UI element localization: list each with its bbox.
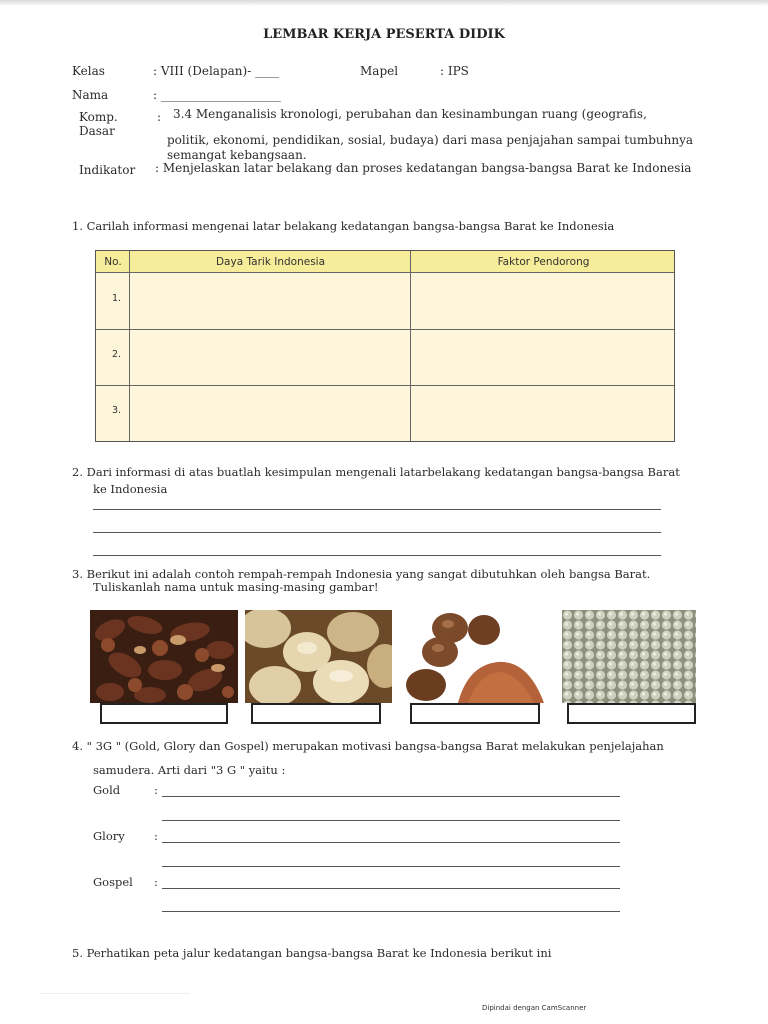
kd-colon: :: [157, 110, 162, 124]
table-row-divider: [96, 385, 674, 386]
answer-line[interactable]: [162, 911, 620, 912]
answer-box-2[interactable]: [251, 703, 381, 724]
table-header-faktor-pendorong: Faktor Pendorong: [497, 256, 590, 268]
page-title: LEMBAR KERJA PESERTA DIDIK: [263, 27, 505, 42]
answer-line[interactable]: [162, 842, 620, 843]
info-table: [95, 250, 675, 442]
table-row-number: 2.: [112, 349, 122, 360]
answer-line[interactable]: [162, 820, 620, 821]
question-4-line-2: samudera. Arti dari "3 G " yaitu :: [93, 763, 286, 777]
question-2-line-2: ke Indonesia: [93, 482, 168, 496]
answer-box-1[interactable]: [100, 703, 228, 724]
answer-line[interactable]: [162, 866, 620, 867]
gold-label: Gold: [93, 783, 121, 797]
question-1: 1. Carilah informasi mengenai latar belakang kedatangan bangsa-bangsa Barat ke Indonesia: [72, 219, 615, 233]
gold-colon: :: [154, 783, 158, 797]
gospel-colon: :: [154, 875, 158, 889]
table-header-no: No.: [104, 256, 122, 268]
answer-cell[interactable]: [412, 275, 674, 328]
question-2-line-1: 2. Dari informasi di atas buatlah kesimpulan mengenali latarbelakang kedatangan bangsa-bangsa Barat: [72, 465, 680, 479]
answer-box-4[interactable]: [567, 703, 696, 724]
kd-label-2: Dasar: [79, 124, 115, 138]
question-3-line-1: 3. Berikut ini adalah contoh rempah-rempah Indonesia yang sangat dibutuhkan oleh bangsa Barat.: [72, 567, 651, 581]
scan-top-shadow: [0, 0, 768, 6]
table-header-daya-tarik: Daya Tarik Indonesia: [215, 256, 326, 268]
answer-cell[interactable]: [412, 387, 674, 440]
glory-label: Glory: [93, 829, 125, 843]
scan-edge: [40, 993, 190, 994]
answer-cell[interactable]: [130, 387, 409, 440]
cloves-image: [90, 610, 238, 703]
answer-cell[interactable]: [130, 331, 409, 384]
mapel-label: Mapel: [360, 64, 399, 78]
glory-colon: :: [154, 829, 158, 843]
nutmeg-image: [398, 610, 554, 703]
kd-line-2: politik, ekonomi, pendidikan, sosial, budaya) dari masa penjajahan sampai tumbuhnya: [167, 133, 694, 147]
nama-label: Nama: [72, 88, 109, 102]
kd-line-1: 3.4 Menganalisis kronologi, perubahan dan kesinambungan ruang (geografis,: [173, 107, 647, 121]
white-pepper-image: [562, 610, 696, 703]
answer-cell[interactable]: [412, 331, 674, 384]
question-5: 5. Perhatikan peta jalur kedatangan bangsa-bangsa Barat ke Indonesia berikut ini: [72, 946, 552, 960]
kd-label-1: Komp.: [79, 110, 118, 124]
answer-box-3[interactable]: [410, 703, 540, 724]
table-column-divider: [410, 251, 411, 441]
answer-line[interactable]: [93, 555, 661, 556]
nama-value: : ____________________: [153, 88, 281, 102]
answer-cell[interactable]: [130, 275, 409, 328]
indikator-value: : Menjelaskan latar belakang dan proses kedatangan bangsa-bangsa Barat ke Indonesia: [155, 161, 692, 175]
answer-line[interactable]: [93, 509, 661, 510]
candlenut-image: [245, 610, 392, 703]
scanner-watermark: Dipindai dengan CamScanner: [482, 1004, 587, 1012]
table-row-number: 1.: [112, 293, 122, 304]
answer-line[interactable]: [162, 796, 620, 797]
indikator-label: Indikator: [79, 163, 136, 177]
question-3-line-2: Tuliskanlah nama untuk masing-masing gambar!: [93, 580, 379, 594]
kd-line-3: semangat kebangsaan.: [167, 148, 307, 162]
kelas-value: : VIII (Delapan)- ____: [153, 64, 280, 78]
answer-line[interactable]: [162, 888, 620, 889]
mapel-value: : IPS: [440, 64, 469, 78]
table-row-divider: [96, 329, 674, 330]
kelas-label: Kelas: [72, 64, 105, 78]
table-row-number: 3.: [112, 405, 122, 416]
gospel-label: Gospel: [93, 875, 133, 889]
question-4-line-1: 4. " 3G " (Gold, Glory dan Gospel) merupakan motivasi bangsa-bangsa Barat melakukan penjelajahan: [72, 739, 664, 753]
answer-line[interactable]: [93, 532, 661, 533]
